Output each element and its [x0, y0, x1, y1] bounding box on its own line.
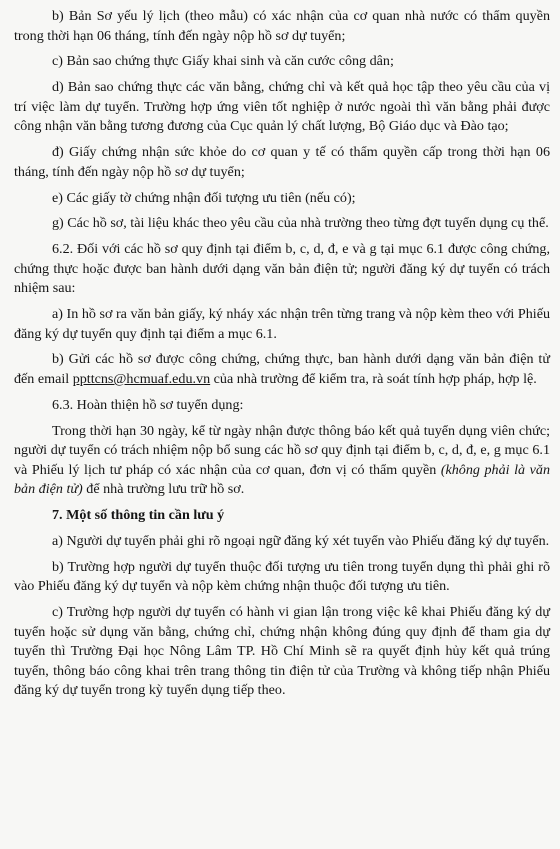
paragraph-6-3-body-after: để nhà trường lưu trữ hồ sơ. [82, 481, 245, 498]
paragraph-dd-suc-khoe: đ) Giấy chứng nhận sức khỏe do cơ quan y tế có thẩm quyền cấp trong thời hạn 06 tháng, tính đến ngày nộp hồ sơ dự tuyển; [14, 144, 550, 180]
paragraph-6-2-b-after: của nhà trường để kiểm tra, rà soát tính hợp pháp, hợp lệ. [210, 371, 537, 387]
paragraph-6-2: 6.2. Đối với các hồ sơ quy định tại điểm b, c, d, đ, e và g tại mục 6.1 được công chứng, chứng thực hoặc được ban hành dưới dạng văn bản điện tử; người đăng ký dự tuyển có trách nhiệm sau: [14, 241, 550, 297]
paragraph-b-so-yeu-ly-lich: b) Bản Sơ yếu lý lịch (theo mẫu) có xác nhận của cơ quan nhà nước có thẩm quyền trong thời hạn 06 tháng, tính đến ngày nộp hồ sơ dự tuyển; [14, 8, 550, 44]
paragraph-c-giay-khai-sinh: c) Bản sao chứng thực Giấy khai sinh và căn cước công dân; [52, 53, 394, 70]
section-heading-7: 7. Một số thông tin cần lưu ý [52, 507, 225, 524]
paragraph-6-3: 6.3. Hoàn thiện hồ sơ tuyển dụng: [52, 396, 244, 413]
paragraph-6-2-a: a) In hồ sơ ra văn bản giấy, ký nháy xác nhận trên từng trang và nộp kèm theo với Phiếu đăng ký dự tuyển quy định tại điểm a mục 6.1. [14, 306, 550, 342]
paragraph-7-a: a) Người dự tuyển phải ghi rõ ngoại ngữ đăng ký xét tuyển vào Phiếu đăng ký dự tuyển. [52, 532, 550, 549]
email-link[interactable]: ppttcns@hcmuaf.edu.vn [72, 371, 211, 387]
paragraph-g-ho-so-khac: g) Các hồ sơ, tài liệu khác theo yêu cầu của nhà trường theo từng đợt tuyển dụng cụ thể. [52, 215, 549, 232]
paragraph-d-van-bang: d) Bản sao chứng thực các văn bằng, chứng chỉ và kết quả học tập theo yêu cầu của vị trí việc làm dự tuyển. Trường hợp ứng viên tốt nghiệp ở nước ngoài thì văn bằng phải được công nhận văn bằng tương đương của Cục quản lý chất lượng, Bộ Giáo dục và Đào tạo; [14, 79, 550, 135]
paragraph-7-b: b) Trường hợp người dự tuyển thuộc đối tượng ưu tiên trong tuyển dụng thì phải ghi rõ vào Phiếu đăng ký dự tuyển và nộp kèm chứng nhận thuộc đối tượng ưu tiên. [14, 558, 550, 595]
paragraph-6-2-b [14, 350, 550, 389]
paragraph-6-2-b-before: b) Gửi các hồ sơ được công chứng, chứng thực, ban hành dưới dạng văn bản điện tử đến email [14, 351, 550, 387]
paragraph-e-uu-tien: e) Các giấy tờ chứng nhận đối tượng ưu tiên (nếu có); [52, 189, 356, 206]
paragraph-7-c: c) Trường hợp người dự tuyển có hành vi gian lận trong việc kê khai Phiếu đăng ký dự tuyển hoặc sử dụng văn bằng, chứng chỉ, chứng nhận không đúng quy định để tham gia dự tuyển thì Trường Đại học Nông Lâm TP. Hồ Chí Minh sẽ ra quyết định hủy kết quả trúng tuyển, thông báo công khai trên trang thông tin điện tử của Trường và không tiếp nhận Phiếu đăng ký dự tuyển trong kỳ tuyển dụng tiếp theo. [14, 604, 550, 699]
paragraph-6-3-body-before: Trong thời hạn 30 ngày, kể từ ngày nhận được thông báo kết quả tuyển dụng viên chức; người dự tuyển có trách nhiệm nộp bổ sung các hồ sơ quy định tại điểm b, c, d, đ, e, g mục 6.1 và Phiếu lý lịch tư pháp có xác nhận của cơ quan, đơn vị có thẩm quyền [14, 422, 550, 478]
paragraph-6-3-body [14, 422, 550, 500]
italic-note: (không phải là văn bản điện tử) [14, 461, 550, 498]
